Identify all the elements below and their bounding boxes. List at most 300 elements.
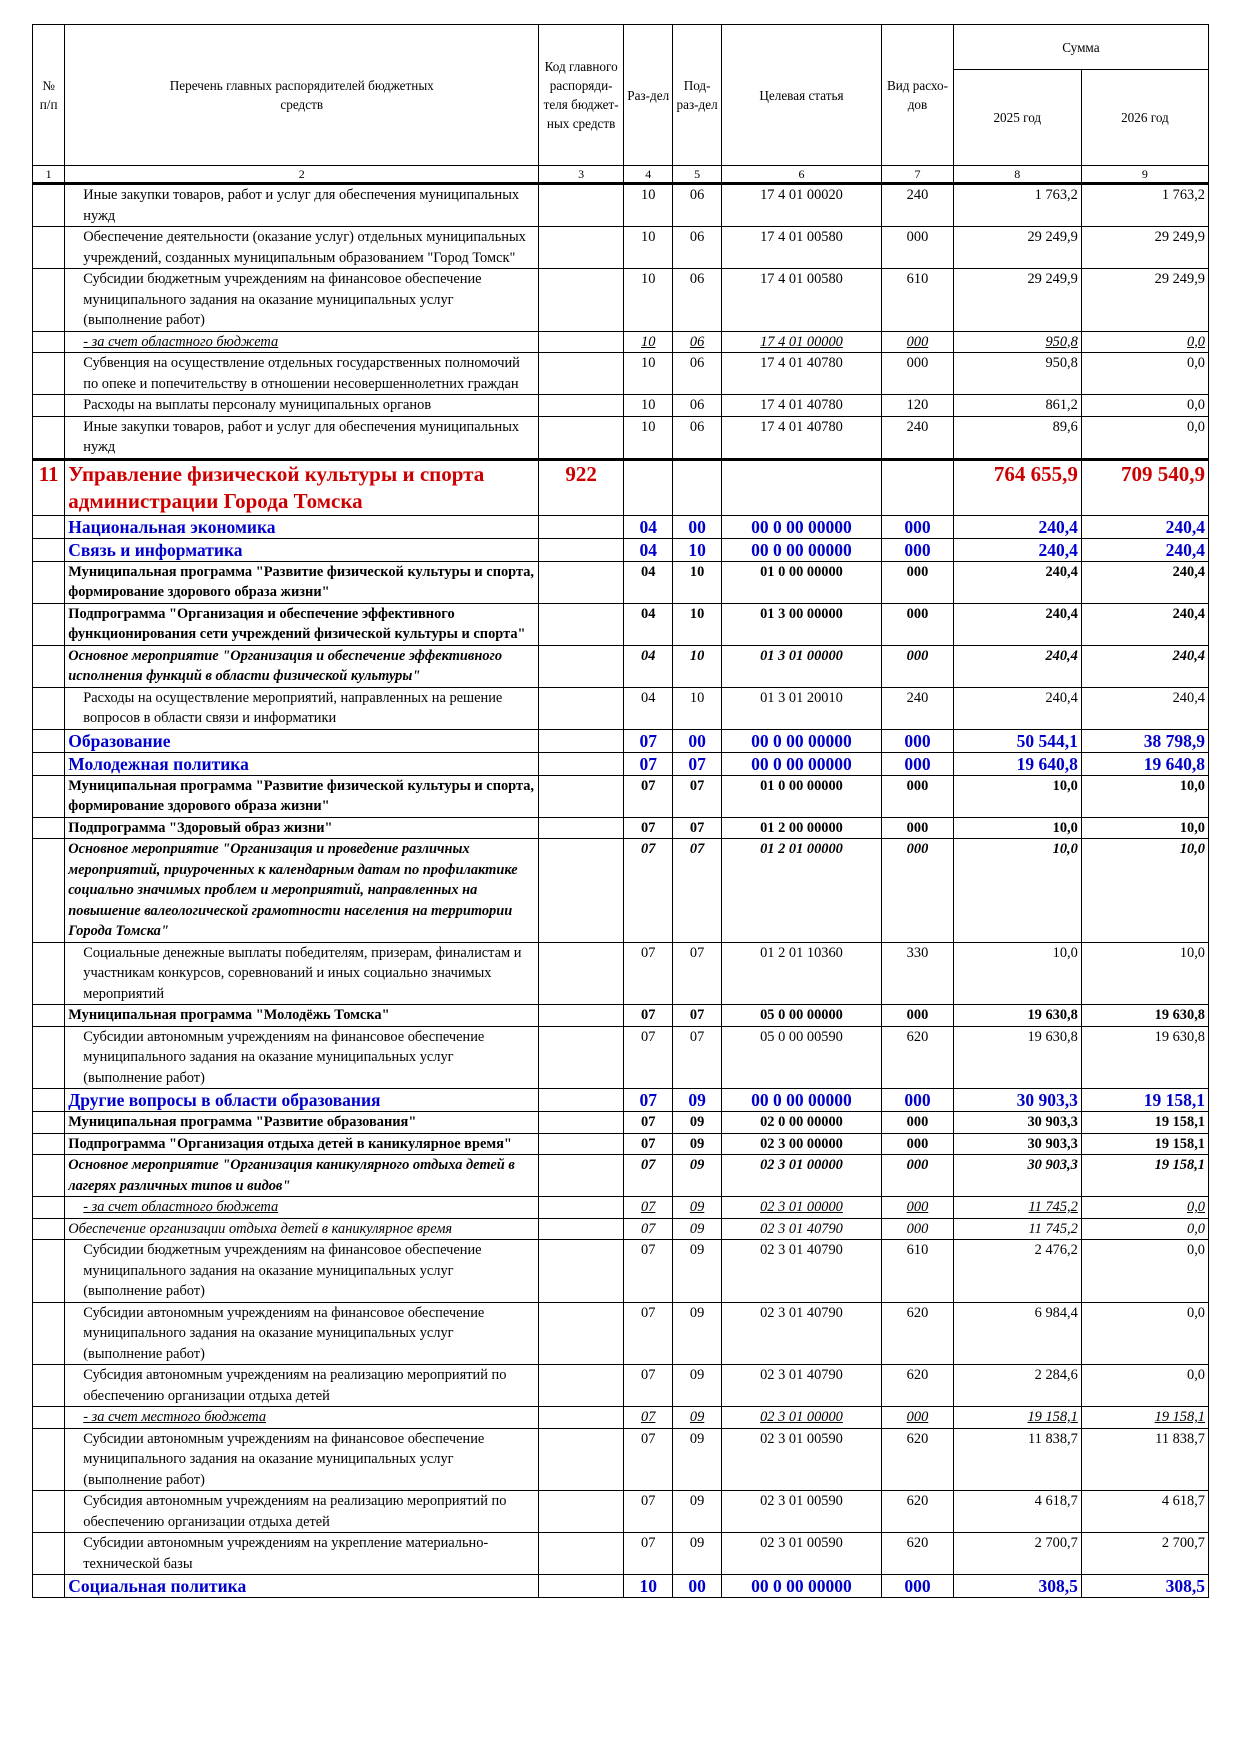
row-sum-2025-cell: 764 655,9 (953, 459, 1081, 515)
row-code-cell (539, 1026, 624, 1089)
row-sum-2026-cell: 0,0 (1081, 331, 1208, 353)
row-podrazdel-cell: 10 (673, 561, 721, 603)
row-number-cell (33, 942, 65, 1005)
row-number-cell (33, 839, 65, 943)
row-code-cell (539, 752, 624, 775)
table-row (33, 687, 1209, 729)
row-sum-2026-cell: 0,0 (1081, 1240, 1208, 1303)
column-number: 8 (953, 166, 1081, 184)
row-target-cell: 02 3 01 40790 (721, 1302, 881, 1365)
header-razdel: Раз-дел (624, 25, 673, 166)
row-name-cell: Расходы на выплаты персоналу муниципальных органов (65, 395, 539, 417)
row-code-cell (539, 395, 624, 417)
row-vid-cell: 000 (882, 1155, 954, 1197)
header-podrazdel: Под-раз-дел (673, 25, 721, 166)
row-razdel-cell: 07 (624, 729, 673, 752)
header-2026: 2026 год (1081, 70, 1208, 166)
row-code-cell (539, 353, 624, 395)
row-podrazdel-cell: 10 (673, 603, 721, 645)
row-razdel-cell: 07 (624, 1240, 673, 1303)
row-sum-2025-cell: 89,6 (953, 416, 1081, 459)
row-target-cell: 01 2 01 10360 (721, 942, 881, 1005)
row-target-cell: 01 0 00 00000 (721, 775, 881, 817)
row-number-cell (33, 1491, 65, 1533)
table-row (33, 1240, 1209, 1303)
row-vid-cell: 000 (882, 331, 954, 353)
row-number-cell (33, 515, 65, 538)
row-razdel-cell: 10 (624, 1575, 673, 1598)
row-target-cell: 17 4 01 40780 (721, 395, 881, 417)
column-number: 7 (882, 166, 954, 184)
row-sum-2026-cell: 19 158,1 (1081, 1155, 1208, 1197)
row-number-cell (33, 1218, 65, 1240)
row-name-cell: Субсидия автономным учреждениям на реализацию мероприятий по обеспечению организации отдыха детей (65, 1365, 539, 1407)
row-podrazdel-cell: 06 (673, 395, 721, 417)
row-code-cell (539, 1240, 624, 1303)
table-row (33, 561, 1209, 603)
row-sum-2026-cell: 10,0 (1081, 775, 1208, 817)
row-sum-2025-cell: 19 630,8 (953, 1005, 1081, 1027)
row-vid-cell: 000 (882, 1218, 954, 1240)
row-code-cell (539, 1407, 624, 1429)
row-name-cell: Субсидии автономным учреждениям на финансовое обеспечение муниципального задания на оказание муниципальных услуг (выполнение работ) (65, 1302, 539, 1365)
row-podrazdel-cell: 09 (673, 1112, 721, 1134)
row-sum-2026-cell: 308,5 (1081, 1575, 1208, 1598)
row-name-cell: Социальные денежные выплаты победителям, призерам, финалистам и участникам конкурсов, соревнований и иных социально значимых мероприятий (65, 942, 539, 1005)
row-name-cell: Основное мероприятие "Организация и проведение различных мероприятий, приуроченных к календарным датам по профилактике социально значимых проблем и мероприятий, направленных на повышение валеологической грамотности населения на территории Города Томска" (65, 839, 539, 943)
row-code-cell (539, 269, 624, 332)
row-sum-2025-cell: 11 745,2 (953, 1197, 1081, 1219)
row-sum-2025-cell: 50 544,1 (953, 729, 1081, 752)
row-sum-2026-cell: 19 158,1 (1081, 1089, 1208, 1112)
row-number-cell (33, 1089, 65, 1112)
row-target-cell: 00 0 00 00000 (721, 515, 881, 538)
row-code-cell (539, 1428, 624, 1491)
row-sum-2026-cell: 240,4 (1081, 561, 1208, 603)
row-code-cell (539, 331, 624, 353)
row-sum-2025-cell: 2 476,2 (953, 1240, 1081, 1303)
row-target-cell: 02 3 01 40790 (721, 1240, 881, 1303)
row-target-cell: 17 4 01 00580 (721, 227, 881, 269)
table-row (33, 416, 1209, 459)
row-vid-cell: 240 (882, 184, 954, 227)
row-name-cell: Основное мероприятие "Организация каникулярного отдыха детей в лагерях различных типов и видов" (65, 1155, 539, 1197)
row-target-cell: 02 3 01 00590 (721, 1491, 881, 1533)
row-razdel-cell: 07 (624, 1026, 673, 1089)
row-number-cell (33, 1026, 65, 1089)
organization-row (33, 459, 1209, 515)
table-row (33, 331, 1209, 353)
row-code-cell (539, 1491, 624, 1533)
row-razdel-cell: 07 (624, 1112, 673, 1134)
row-code-cell (539, 515, 624, 538)
header-code: Код главного распоряди-теля бюджет-ных средств (539, 25, 624, 166)
row-number-cell (33, 817, 65, 839)
row-podrazdel-cell (673, 459, 721, 515)
row-code-cell (539, 227, 624, 269)
row-sum-2025-cell: 950,8 (953, 331, 1081, 353)
row-podrazdel-cell: 09 (673, 1089, 721, 1112)
row-razdel-cell: 07 (624, 1089, 673, 1112)
table-row (33, 1133, 1209, 1155)
row-vid-cell: 000 (882, 817, 954, 839)
row-podrazdel-cell: 10 (673, 645, 721, 687)
row-razdel-cell: 07 (624, 1407, 673, 1429)
row-name-cell: Управление физической культуры и спорта администрации Города Томска (65, 459, 539, 515)
row-razdel-cell: 07 (624, 1302, 673, 1365)
row-number-cell (33, 227, 65, 269)
row-name-cell: Субсидии бюджетным учреждениям на финансовое обеспечение муниципального задания на оказание муниципальных услуг (выполнение работ) (65, 269, 539, 332)
row-target-cell: 01 2 00 00000 (721, 817, 881, 839)
row-podrazdel-cell: 06 (673, 269, 721, 332)
row-sum-2026-cell: 19 630,8 (1081, 1026, 1208, 1089)
row-sum-2025-cell: 29 249,9 (953, 227, 1081, 269)
row-sum-2026-cell: 19 640,8 (1081, 752, 1208, 775)
row-code-cell: 922 (539, 459, 624, 515)
header-target: Целевая статья (721, 25, 881, 166)
row-number-cell (33, 687, 65, 729)
row-razdel-cell: 07 (624, 1218, 673, 1240)
row-code-cell (539, 1302, 624, 1365)
row-vid-cell: 000 (882, 1112, 954, 1134)
row-razdel-cell: 07 (624, 1197, 673, 1219)
row-number-cell (33, 1533, 65, 1575)
row-sum-2025-cell: 30 903,3 (953, 1089, 1081, 1112)
column-number: 2 (65, 166, 539, 184)
row-code-cell (539, 1155, 624, 1197)
budget-table-page (32, 24, 1209, 1598)
row-podrazdel-cell: 06 (673, 353, 721, 395)
row-vid-cell: 000 (882, 603, 954, 645)
row-razdel-cell: 07 (624, 1133, 673, 1155)
row-name-cell: Молодежная политика (65, 752, 539, 775)
row-vid-cell: 000 (882, 561, 954, 603)
column-number: 9 (1081, 166, 1208, 184)
row-podrazdel-cell: 07 (673, 817, 721, 839)
row-target-cell: 05 0 00 00590 (721, 1026, 881, 1089)
row-number-cell (33, 561, 65, 603)
row-target-cell: 02 3 00 00000 (721, 1133, 881, 1155)
table-row (33, 227, 1209, 269)
table-row (33, 1197, 1209, 1219)
row-vid-cell: 000 (882, 775, 954, 817)
row-number-cell (33, 416, 65, 459)
row-sum-2026-cell: 19 630,8 (1081, 1005, 1208, 1027)
table-row (33, 184, 1209, 227)
row-number-cell (33, 538, 65, 561)
row-sum-2026-cell: 10,0 (1081, 839, 1208, 943)
row-name-cell: Другие вопросы в области образования (65, 1089, 539, 1112)
row-sum-2025-cell: 11 838,7 (953, 1428, 1081, 1491)
row-podrazdel-cell: 09 (673, 1302, 721, 1365)
row-sum-2025-cell: 30 903,3 (953, 1155, 1081, 1197)
row-razdel-cell: 07 (624, 942, 673, 1005)
row-sum-2025-cell: 6 984,4 (953, 1302, 1081, 1365)
row-number-cell (33, 1155, 65, 1197)
row-name-cell: Национальная экономика (65, 515, 539, 538)
row-code-cell (539, 561, 624, 603)
row-number-cell (33, 1112, 65, 1134)
row-sum-2026-cell: 240,4 (1081, 515, 1208, 538)
row-number-cell (33, 752, 65, 775)
row-vid-cell: 620 (882, 1428, 954, 1491)
row-sum-2025-cell: 10,0 (953, 839, 1081, 943)
row-sum-2026-cell: 29 249,9 (1081, 269, 1208, 332)
row-code-cell (539, 817, 624, 839)
header-vid: Вид расхо-дов (882, 25, 954, 166)
row-name-cell: Подпрограмма "Организация и обеспечение эффективного функционирования сети учреждений физической культуры и спорта" (65, 603, 539, 645)
section-row (33, 515, 1209, 538)
row-podrazdel-cell: 09 (673, 1533, 721, 1575)
row-sum-2026-cell: 11 838,7 (1081, 1428, 1208, 1491)
row-sum-2025-cell: 240,4 (953, 538, 1081, 561)
row-vid-cell: 620 (882, 1026, 954, 1089)
row-sum-2026-cell: 1 763,2 (1081, 184, 1208, 227)
row-sum-2026-cell: 240,4 (1081, 645, 1208, 687)
row-sum-2026-cell: 10,0 (1081, 817, 1208, 839)
row-razdel-cell: 10 (624, 353, 673, 395)
column-number: 6 (721, 166, 881, 184)
column-numbers-row (33, 166, 1209, 184)
row-sum-2025-cell: 240,4 (953, 561, 1081, 603)
row-vid-cell: 000 (882, 353, 954, 395)
row-podrazdel-cell: 06 (673, 331, 721, 353)
row-number-cell (33, 269, 65, 332)
row-number-cell (33, 729, 65, 752)
row-razdel-cell: 07 (624, 1155, 673, 1197)
row-number-cell (33, 645, 65, 687)
table-row (33, 353, 1209, 395)
table-row (33, 817, 1209, 839)
row-code-cell (539, 538, 624, 561)
row-podrazdel-cell: 06 (673, 227, 721, 269)
row-podrazdel-cell: 00 (673, 1575, 721, 1598)
row-sum-2025-cell: 308,5 (953, 1575, 1081, 1598)
row-sum-2026-cell: 0,0 (1081, 1218, 1208, 1240)
row-code-cell (539, 645, 624, 687)
table-row (33, 775, 1209, 817)
row-podrazdel-cell: 09 (673, 1197, 721, 1219)
column-number: 5 (673, 166, 721, 184)
row-podrazdel-cell: 09 (673, 1240, 721, 1303)
row-sum-2026-cell: 4 618,7 (1081, 1491, 1208, 1533)
row-target-cell: 01 3 00 00000 (721, 603, 881, 645)
row-target-cell: 17 4 01 00000 (721, 331, 881, 353)
row-vid-cell: 620 (882, 1365, 954, 1407)
row-name-cell: Муниципальная программа "Развитие физической культуры и спорта, формирование здорового образа жизни" (65, 775, 539, 817)
row-vid-cell: 000 (882, 1133, 954, 1155)
row-sum-2026-cell: 240,4 (1081, 538, 1208, 561)
row-code-cell (539, 1575, 624, 1598)
row-sum-2026-cell: 0,0 (1081, 353, 1208, 395)
row-podrazdel-cell: 07 (673, 752, 721, 775)
row-name-cell: Обеспечение деятельности (оказание услуг) отдельных муниципальных учреждений, созданных муниципальным образованием "Город Томск" (65, 227, 539, 269)
budget-table (32, 24, 1209, 1598)
row-sum-2025-cell: 30 903,3 (953, 1112, 1081, 1134)
row-number-cell (33, 1575, 65, 1598)
row-sum-2026-cell: 240,4 (1081, 603, 1208, 645)
row-vid-cell: 000 (882, 1005, 954, 1027)
row-target-cell: 02 3 01 00590 (721, 1533, 881, 1575)
row-sum-2025-cell: 240,4 (953, 515, 1081, 538)
row-name-cell: - за счет областного бюджета (65, 331, 539, 353)
row-number-cell (33, 775, 65, 817)
row-vid-cell: 000 (882, 515, 954, 538)
row-target-cell: 05 0 00 00000 (721, 1005, 881, 1027)
row-code-cell (539, 184, 624, 227)
row-name-cell: - за счет областного бюджета (65, 1197, 539, 1219)
section-row (33, 1089, 1209, 1112)
row-sum-2025-cell: 19 158,1 (953, 1407, 1081, 1429)
row-code-cell (539, 729, 624, 752)
row-sum-2025-cell: 1 763,2 (953, 184, 1081, 227)
row-podrazdel-cell: 07 (673, 1005, 721, 1027)
row-vid-cell: 610 (882, 269, 954, 332)
row-target-cell: 01 2 01 00000 (721, 839, 881, 943)
row-number-cell (33, 1365, 65, 1407)
row-razdel-cell: 10 (624, 416, 673, 459)
row-sum-2025-cell: 19 640,8 (953, 752, 1081, 775)
row-podrazdel-cell: 07 (673, 1026, 721, 1089)
row-razdel-cell: 04 (624, 687, 673, 729)
row-number-cell (33, 184, 65, 227)
row-target-cell: 17 4 01 40780 (721, 416, 881, 459)
row-name-cell: Обеспечение организации отдыха детей в каникулярное время (65, 1218, 539, 1240)
table-body (33, 184, 1209, 1598)
row-razdel-cell: 07 (624, 1365, 673, 1407)
row-vid-cell: 000 (882, 839, 954, 943)
row-target-cell: 17 4 01 40780 (721, 353, 881, 395)
row-vid-cell: 000 (882, 227, 954, 269)
row-vid-cell: 620 (882, 1302, 954, 1365)
table-row (33, 603, 1209, 645)
row-vid-cell: 120 (882, 395, 954, 417)
row-name-cell: Субвенция на осуществление отдельных государственных полномочий по опеке и попечительству в отношении несовершеннолетних граждан (65, 353, 539, 395)
row-razdel-cell: 07 (624, 1491, 673, 1533)
row-code-cell (539, 775, 624, 817)
row-vid-cell: 330 (882, 942, 954, 1005)
section-row (33, 729, 1209, 752)
row-code-cell (539, 603, 624, 645)
row-razdel-cell (624, 459, 673, 515)
row-target-cell: 02 3 01 40790 (721, 1365, 881, 1407)
row-target-cell: 17 4 01 00020 (721, 184, 881, 227)
table-row (33, 1365, 1209, 1407)
row-sum-2026-cell: 29 249,9 (1081, 227, 1208, 269)
row-sum-2026-cell: 0,0 (1081, 1302, 1208, 1365)
row-target-cell (721, 459, 881, 515)
row-number-cell (33, 1197, 65, 1219)
row-code-cell (539, 1218, 624, 1240)
row-vid-cell: 000 (882, 729, 954, 752)
row-vid-cell: 000 (882, 1197, 954, 1219)
row-target-cell: 00 0 00 00000 (721, 752, 881, 775)
section-row (33, 538, 1209, 561)
table-row (33, 839, 1209, 943)
row-razdel-cell: 07 (624, 817, 673, 839)
row-target-cell: 02 3 01 40790 (721, 1218, 881, 1240)
row-number-cell (33, 1302, 65, 1365)
row-sum-2025-cell: 2 284,6 (953, 1365, 1081, 1407)
row-target-cell: 00 0 00 00000 (721, 1089, 881, 1112)
row-sum-2025-cell: 10,0 (953, 817, 1081, 839)
row-target-cell: 01 3 01 20010 (721, 687, 881, 729)
row-podrazdel-cell: 09 (673, 1365, 721, 1407)
row-razdel-cell: 07 (624, 1533, 673, 1575)
row-razdel-cell: 04 (624, 515, 673, 538)
row-code-cell (539, 1533, 624, 1575)
row-target-cell: 02 3 01 00000 (721, 1155, 881, 1197)
row-name-cell: Субсидии автономным учреждениям на укрепление материально-технической базы (65, 1533, 539, 1575)
column-number: 3 (539, 166, 624, 184)
row-name-cell: Образование (65, 729, 539, 752)
section-row (33, 752, 1209, 775)
row-target-cell: 00 0 00 00000 (721, 1575, 881, 1598)
row-target-cell: 17 4 01 00580 (721, 269, 881, 332)
row-sum-2025-cell: 240,4 (953, 687, 1081, 729)
row-podrazdel-cell: 07 (673, 839, 721, 943)
column-number: 1 (33, 166, 65, 184)
row-code-cell (539, 1365, 624, 1407)
row-razdel-cell: 07 (624, 752, 673, 775)
row-vid-cell: 610 (882, 1240, 954, 1303)
row-sum-2025-cell: 29 249,9 (953, 269, 1081, 332)
row-target-cell: 02 3 01 00000 (721, 1197, 881, 1219)
row-number-cell (33, 395, 65, 417)
row-sum-2026-cell: 0,0 (1081, 1365, 1208, 1407)
row-number-cell (33, 603, 65, 645)
row-sum-2025-cell: 240,4 (953, 603, 1081, 645)
row-number-cell (33, 1005, 65, 1027)
row-sum-2026-cell: 0,0 (1081, 1197, 1208, 1219)
row-sum-2026-cell: 0,0 (1081, 416, 1208, 459)
row-sum-2026-cell: 19 158,1 (1081, 1407, 1208, 1429)
row-name-cell: Связь и информатика (65, 538, 539, 561)
row-razdel-cell: 04 (624, 603, 673, 645)
row-name-cell: Основное мероприятие "Организация и обеспечение эффективного исполнения функций в области физической культуры" (65, 645, 539, 687)
row-name-cell: Подпрограмма "Здоровый образ жизни" (65, 817, 539, 839)
row-code-cell (539, 942, 624, 1005)
row-name-cell: Иные закупки товаров, работ и услуг для обеспечения муниципальных нужд (65, 416, 539, 459)
row-razdel-cell: 10 (624, 331, 673, 353)
row-sum-2025-cell: 861,2 (953, 395, 1081, 417)
row-name-cell: Иные закупки товаров, работ и услуг для обеспечения муниципальных нужд (65, 184, 539, 227)
table-row (33, 1302, 1209, 1365)
row-name-cell: Муниципальная программа "Молодёжь Томска" (65, 1005, 539, 1027)
row-vid-cell: 000 (882, 752, 954, 775)
row-sum-2025-cell: 240,4 (953, 645, 1081, 687)
row-number-cell (33, 1240, 65, 1303)
header-2025: 2025 год (953, 70, 1081, 166)
row-sum-2025-cell: 4 618,7 (953, 1491, 1081, 1533)
table-row (33, 1112, 1209, 1134)
header-num: № п/п (33, 25, 65, 166)
row-podrazdel-cell: 00 (673, 515, 721, 538)
row-podrazdel-cell: 09 (673, 1155, 721, 1197)
row-sum-2025-cell: 10,0 (953, 775, 1081, 817)
row-podrazdel-cell: 09 (673, 1428, 721, 1491)
table-row (33, 1155, 1209, 1197)
row-number-cell (33, 1407, 65, 1429)
row-name-cell: Субсидии автономным учреждениям на финансовое обеспечение муниципального задания на оказание муниципальных услуг (выполнение работ) (65, 1428, 539, 1491)
row-vid-cell: 620 (882, 1491, 954, 1533)
row-razdel-cell: 07 (624, 1428, 673, 1491)
row-sum-2026-cell: 10,0 (1081, 942, 1208, 1005)
row-razdel-cell: 04 (624, 538, 673, 561)
row-sum-2026-cell: 2 700,7 (1081, 1533, 1208, 1575)
row-name-cell: Субсидии бюджетным учреждениям на финансовое обеспечение муниципального задания на оказание муниципальных услуг (выполнение работ) (65, 1240, 539, 1303)
row-vid-cell: 240 (882, 416, 954, 459)
